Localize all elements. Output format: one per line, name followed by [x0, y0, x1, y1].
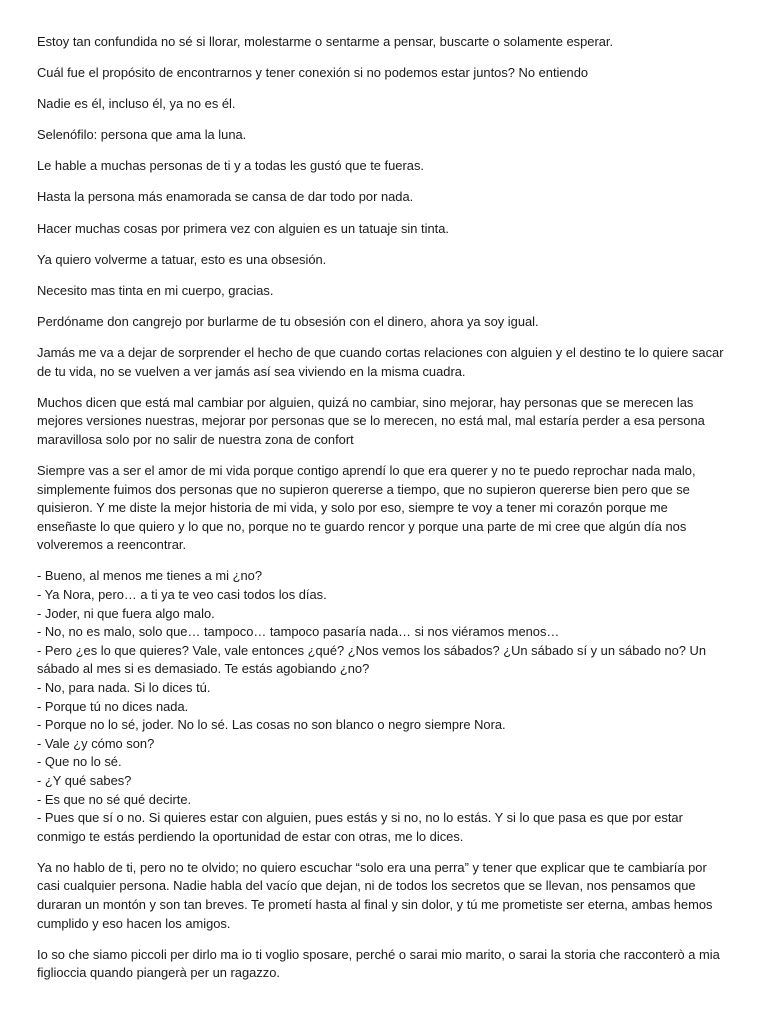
- dialogue-line: - ¿Y qué sabes?: [37, 772, 132, 788]
- dialogue-line: - Que no lo sé.: [37, 754, 122, 770]
- dialogue-block: [37, 567, 728, 846]
- paragraph: Nadie es él, incluso él, ya no es él.: [37, 96, 236, 112]
- paragraph: Ya quiero volverme a tatuar, esto es una obsesión.: [37, 251, 327, 267]
- paragraph: Hasta la persona más enamorada se cansa de dar todo por nada.: [37, 189, 414, 205]
- paragraph: Siempre vas a ser el amor de mi vida porque contigo aprendí lo que era querer y no te puedo reprochar nada malo, simplemente fuimos dos personas que no supieron quererse a tiempo, que no supieron quererse bien pero que se quisieron. Y me diste la mejor historia de mi vida, y solo por eso, siempre te voy a tener mi corazón porque me enseñaste lo que quiero y lo que no, porque no te guardo rencor y porque una parte de mi cree que algún día nos volveremos a reencontrar.: [37, 462, 696, 553]
- dialogue-line: - Joder, ni que fuera algo malo.: [37, 605, 215, 621]
- paragraph: Selenófilo: persona que ama la luna.: [37, 127, 247, 143]
- paragraph: Cuál fue el propósito de encontrarnos y tener conexión si no podemos estar juntos? No entiendo: [37, 65, 589, 81]
- paragraph: Le hable a muchas personas de ti y a todas les gustó que te fueras.: [37, 158, 424, 174]
- paragraph: Perdóname don cangrejo por burlarme de tu obsesión con el dinero, ahora ya soy igual.: [37, 313, 539, 329]
- paragraph: Jamás me va a dejar de sorprender el hecho de que cuando cortas relaciones con alguien y el destino te lo quiere sacar de tu vida, no se vuelven a ver jamás así sea viviendo en la misma cuadra.: [37, 344, 724, 379]
- dialogue-line: - Es que no sé qué decirte.: [37, 791, 192, 807]
- dialogue-line: - No, no es malo, solo que… tampoco… tampoco pasaría nada… si nos viéramos menos…: [37, 624, 560, 640]
- dialogue-line: - Porque tú no dices nada.: [37, 698, 189, 714]
- dialogue-line: - No, para nada. Si lo dices tú.: [37, 679, 211, 695]
- paragraph: Hacer muchas cosas por primera vez con alguien es un tatuaje sin tinta.: [37, 220, 449, 236]
- dialogue-line: - Pero ¿es lo que quieres? Vale, vale entonces ¿qué? ¿Nos vemos los sábados? ¿Un sábado sí y un sábado no? Un sábado al mes si es demasiado. Te estás agobiando ¿no?: [37, 642, 707, 677]
- dialogue-line: - Bueno, al menos me tienes a mi ¿no?: [37, 568, 262, 584]
- paragraph: Ya no hablo de ti, pero no te olvido; no quiero escuchar “solo era una perra” y tener que explicar que te cambiaría por casi cualquier persona. Nadie habla del vacío que dejan, ni de todos los secretos que se llevan, nos pensamos que duraran un montón y son tan breves. Te prometí hasta al final y sin dolor, y tú me prometiste ser eterna, ambas hemos cumplido y eso hacen los amigos.: [37, 859, 713, 931]
- paragraph: Estoy tan confundida no sé si llorar, molestarme o sentarme a pensar, buscarte o solamente esperar.: [37, 34, 614, 49]
- dialogue-line: - Vale ¿y cómo son?: [37, 735, 155, 751]
- paragraph: Necesito mas tinta en mi cuerpo, gracias.: [37, 282, 274, 298]
- paragraph: Io so che siamo piccoli per dirlo ma io ti voglio sposare, perché o sarai mio marito, o sarai la storia che racconterò a mia figlioccia quando piangerà per un ragazzo.: [37, 946, 720, 981]
- dialogue-line: - Porque no lo sé, joder. No lo sé. Las cosas no son blanco o negro siempre Nora.: [37, 717, 506, 733]
- dialogue-line: - Pues que sí o no. Si quieres estar con alguien, pues estás y si no, no lo estás. Y si lo que pasa es que por estar conmigo te estás perdiendo la oportunidad de estar con otras, me lo dices.: [37, 810, 683, 844]
- dialogue-line: - Ya Nora, pero… a ti ya te veo casi todos los días.: [37, 586, 327, 602]
- paragraph: Muchos dicen que está mal cambiar por alguien, quizá no cambiar, sino mejorar, hay personas que se merecen las mejores versiones nuestras, mejorar por personas que se lo merecen, no está mal, mal estaría perder a esa persona maravillosa solo por no salir de nuestra zona de confort: [37, 394, 705, 447]
